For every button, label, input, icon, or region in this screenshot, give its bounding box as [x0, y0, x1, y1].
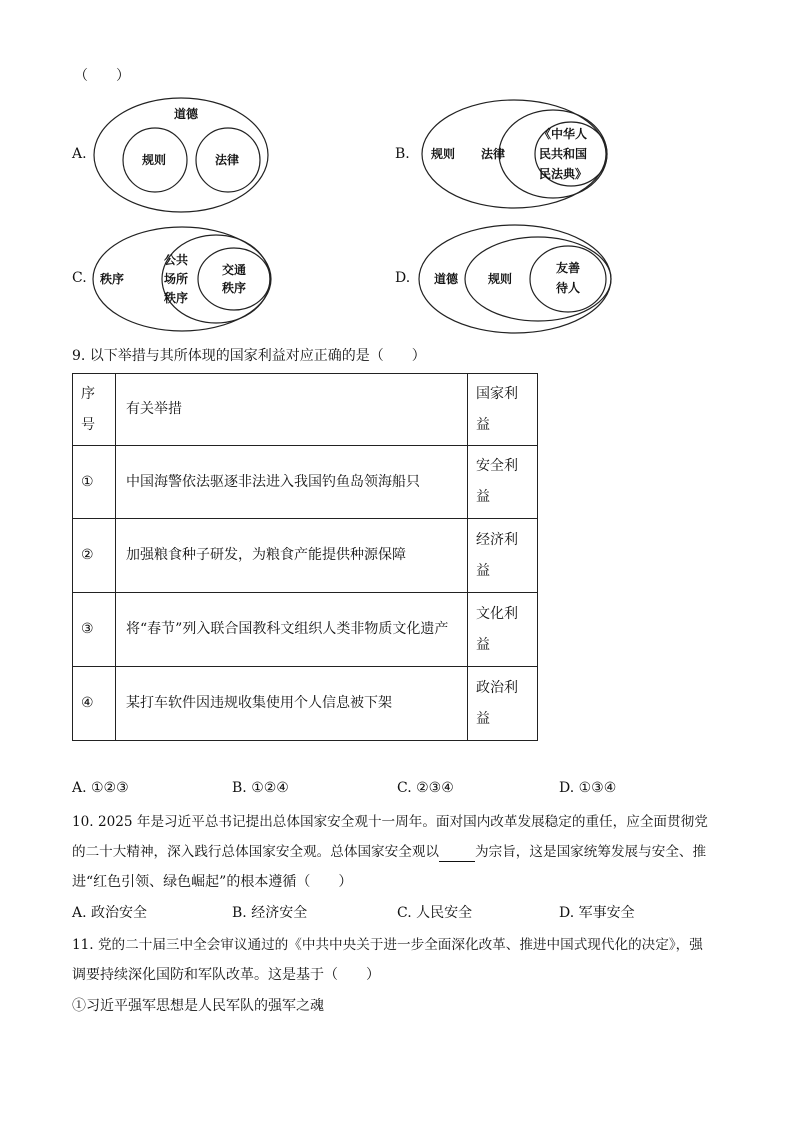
q9-stem: 9. 以下举措与其所体现的国家利益对应正确的是（ ）: [72, 348, 426, 364]
option-c-letter: C.: [72, 270, 87, 286]
option-d-diagram: [416, 222, 616, 336]
q9-choice-b[interactable]: B. ①②④: [232, 780, 289, 796]
q10-line-2: [72, 842, 706, 862]
table-row: [73, 519, 538, 593]
q10-choice-a[interactable]: A. 政治安全: [72, 905, 148, 921]
option-d-innermost-1: 友善: [556, 261, 581, 275]
header-interest: 国家利益: [468, 374, 538, 446]
row-measure: 加强粮食种子研发，为粮食产能提供种源保障: [116, 519, 468, 593]
row-no: ①: [73, 446, 116, 519]
option-b-diagram: [419, 98, 611, 210]
q8-paren: （ ）: [74, 68, 130, 84]
q10-blank: [439, 845, 475, 862]
q11-line-1: 11. 党的二十届三中全会审议通过的《中共中央关于进一步全面深化改革、推进中国式现代化的决定》，强: [72, 937, 703, 953]
table-row: [73, 667, 538, 741]
option-c-middle-3: 秩序: [164, 291, 189, 305]
option-d-innermost-2: 待人: [556, 281, 581, 295]
option-b-label-1: 规则: [431, 147, 456, 161]
option-c-diagram: [90, 224, 276, 334]
header-no: 序号: [73, 374, 116, 446]
q11-item-1: ①习近平强军思想是人民军队的强军之魂: [72, 998, 324, 1014]
option-c-middle-2: 场所: [164, 272, 189, 286]
option-b-label-2: 法律: [481, 147, 506, 161]
row-measure: 某打车软件因违规收集使用个人信息被下架: [116, 667, 468, 741]
q9-table: [72, 373, 538, 741]
option-a-letter: A.: [72, 146, 87, 162]
row-no: ②: [73, 519, 116, 593]
q10-line-3: 进“红色引领、绿色崛起”的根本遵循（ ）: [72, 874, 353, 890]
q9-choice-a[interactable]: A. ①②③: [72, 780, 129, 796]
header-measure: 有关举措: [116, 374, 468, 446]
table-header-row: [73, 374, 538, 446]
option-c-middle-1: 公共: [164, 253, 189, 267]
q9-choice-d[interactable]: D. ①③④: [559, 780, 617, 796]
option-b-innermost-2: 民共和国: [539, 147, 588, 161]
option-a-inner-label-1: 规则: [142, 153, 167, 167]
q11-line-2: 调要持续深化国防和军队改革。这是基于（ ）: [72, 967, 380, 983]
row-no: ③: [73, 593, 116, 667]
table-row: [73, 446, 538, 519]
option-d-letter: D.: [395, 270, 411, 286]
q10-line-2a: 的二十大精神，深入践行总体国家安全观。总体国家安全观以: [72, 844, 440, 860]
row-measure: 将“春节”列入联合国教科文组织人类非物质文化遗产: [116, 593, 468, 667]
option-b-letter: B.: [395, 146, 410, 162]
option-d-label-2: 规则: [488, 272, 513, 286]
option-b-innermost-3: 民法典》: [539, 167, 588, 181]
option-a-inner-label-2: 法律: [215, 153, 240, 167]
row-interest: 安全利益: [468, 446, 538, 519]
option-c-innermost-1: 交通: [222, 263, 247, 277]
option-b-innermost-1: 《中华人: [539, 127, 588, 141]
q9-choice-c[interactable]: C. ②③④: [397, 780, 454, 796]
q10-line-2b: 为宗旨，这是国家统筹发展与安全、推: [475, 844, 707, 860]
q10-choice-d[interactable]: D. 军事安全: [559, 905, 635, 921]
row-measure: 中国海警依法驱逐非法进入我国钓鱼岛领海船只: [116, 446, 468, 519]
option-c-innermost-2: 秩序: [222, 281, 247, 295]
row-interest: 政治利益: [468, 667, 538, 741]
table-row: [73, 593, 538, 667]
option-c-label-1: 秩序: [100, 272, 125, 286]
row-interest: 经济利益: [468, 519, 538, 593]
row-no: ④: [73, 667, 116, 741]
q10-line-1: 10. 2025 年是习近平总书记提出总体国家安全观十一周年。面对国内改革发展稳定的重任，应全面贯彻党: [72, 814, 708, 830]
row-interest: 文化利益: [468, 593, 538, 667]
q10-choice-b[interactable]: B. 经济安全: [232, 905, 308, 921]
option-a-outer-label: 道德: [174, 107, 199, 121]
option-d-label-1: 道德: [434, 272, 459, 286]
option-a-diagram: [92, 94, 272, 214]
q10-choice-c[interactable]: C. 人民安全: [397, 905, 473, 921]
